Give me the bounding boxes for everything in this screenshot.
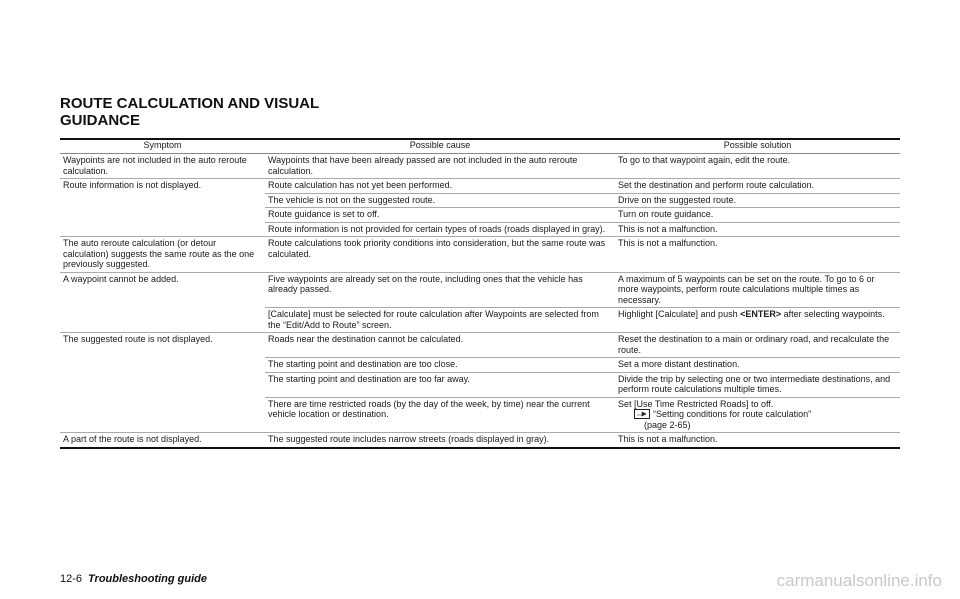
solution-cell: Set a more distant destination.: [615, 358, 900, 373]
solution-cell: [615, 397, 900, 433]
heading-line-2: GUIDANCE: [60, 112, 141, 129]
header-solution: Possible solution: [723, 140, 792, 151]
troubleshooting-table: [60, 138, 900, 449]
solution-text: after selecting waypoints.: [781, 309, 885, 319]
footer-section-title: Troubleshooting guide: [88, 573, 207, 585]
cause-cell: Route calculation has not yet been performed.: [265, 179, 615, 194]
enter-key-label: <ENTER>: [740, 309, 782, 319]
table-row: [60, 358, 900, 373]
symptom-cell-empty: [60, 193, 265, 208]
table-row: [60, 208, 900, 223]
cause-cell: Route information is not provided for certain types of roads (roads displayed in gray).: [265, 222, 615, 237]
solution-cell: [615, 308, 900, 333]
heading-line-1: ROUTE CALCULATION AND VISUAL: [60, 95, 320, 112]
symptom-cell: The auto reroute calculation (or detour calculation) suggests the same route as the one previously suggested.: [60, 237, 265, 273]
solution-text: Set [Use Time Restricted Roads] to off.: [618, 398, 774, 409]
cause-cell: [Calculate] must be selected for route calculation after Waypoints are selected from the “Edit/Add to Route” screen.: [265, 308, 615, 333]
cause-cell: There are time restricted roads (by the day of the week, by time) near the current vehicle location or destination.: [265, 397, 615, 433]
symptom-cell-empty: [60, 222, 265, 237]
cause-cell: The starting point and destination are too close.: [265, 358, 615, 373]
reference-pointer-icon: [634, 409, 650, 419]
cause-cell: Waypoints that have been already passed are not included in the auto reroute calculation.: [268, 155, 578, 176]
solution-cell: Turn on route guidance.: [615, 208, 900, 223]
symptom-cell: Waypoints are not included in the auto reroute calculation.: [63, 155, 247, 176]
table-row: [60, 193, 900, 208]
watermark: carmanualsonline.info: [776, 571, 942, 590]
cause-cell: The starting point and destination are too far away.: [265, 372, 615, 397]
table-row: [60, 308, 900, 333]
page-footer: [60, 573, 207, 585]
symptom-cell: A part of the route is not displayed.: [60, 433, 265, 448]
symptom-cell-empty: [60, 358, 265, 373]
solution-cell: This is not a malfunction.: [615, 237, 900, 273]
solution-cell: To go to that waypoint again, edit the route.: [618, 155, 791, 165]
symptom-cell-empty: [60, 372, 265, 397]
cause-cell: The vehicle is not on the suggested route.: [265, 193, 615, 208]
solution-cell: Reset the destination to a main or ordinary road, and recalculate the route.: [615, 333, 900, 358]
table-row: [60, 154, 900, 179]
page-number: 12-6: [60, 573, 83, 585]
cause-cell: Route calculations took priority conditions into consideration, but the same route was calculated.: [265, 237, 615, 273]
reference-title: “Setting conditions for route calculation”: [653, 409, 812, 419]
reference-page: (page 2-65): [644, 419, 691, 430]
table-row: [60, 272, 900, 308]
table-row: [60, 222, 900, 237]
cause-cell: Roads near the destination cannot be calculated.: [265, 333, 615, 358]
solution-cell: A maximum of 5 waypoints can be set on the route. To go to 6 or more waypoints, perform route calculations multiple times as necessary.: [615, 272, 900, 308]
header-cause: Possible cause: [409, 140, 471, 151]
symptom-cell-empty: [60, 208, 265, 223]
cause-cell: Route guidance is set to off.: [265, 208, 615, 223]
cause-cell: The suggested route includes narrow streets (roads displayed in gray).: [265, 433, 615, 448]
symptom-cell: The suggested route is not displayed.: [60, 333, 265, 358]
table-row: [60, 237, 900, 273]
section-heading: [60, 95, 460, 129]
solution-cell: Divide the trip by selecting one or two intermediate destinations, and perform route calculations multiple times.: [615, 372, 900, 397]
table-row: [60, 179, 900, 194]
solution-cell: Drive on the suggested route.: [615, 193, 900, 208]
table-row: [60, 397, 900, 433]
symptom-cell: A waypoint cannot be added.: [60, 272, 265, 308]
table-row: [60, 372, 900, 397]
table-header-row: [60, 139, 900, 154]
cause-cell: Five waypoints are already set on the route, including ones that the vehicle has already passed.: [265, 272, 615, 308]
solution-cell: Set the destination and perform route calculation.: [615, 179, 900, 194]
header-symptom: Symptom: [143, 140, 182, 151]
symptom-cell-empty: [60, 397, 265, 433]
table-row: [60, 433, 900, 448]
symptom-cell: Route information is not displayed.: [60, 179, 265, 194]
solution-cell: This is not a malfunction.: [615, 433, 900, 448]
solution-cell: This is not a malfunction.: [615, 222, 900, 237]
table-row: [60, 333, 900, 358]
symptom-cell-empty: [60, 308, 265, 333]
solution-text: Highlight [Calculate] and push: [618, 309, 741, 319]
page-reference: [618, 409, 897, 430]
